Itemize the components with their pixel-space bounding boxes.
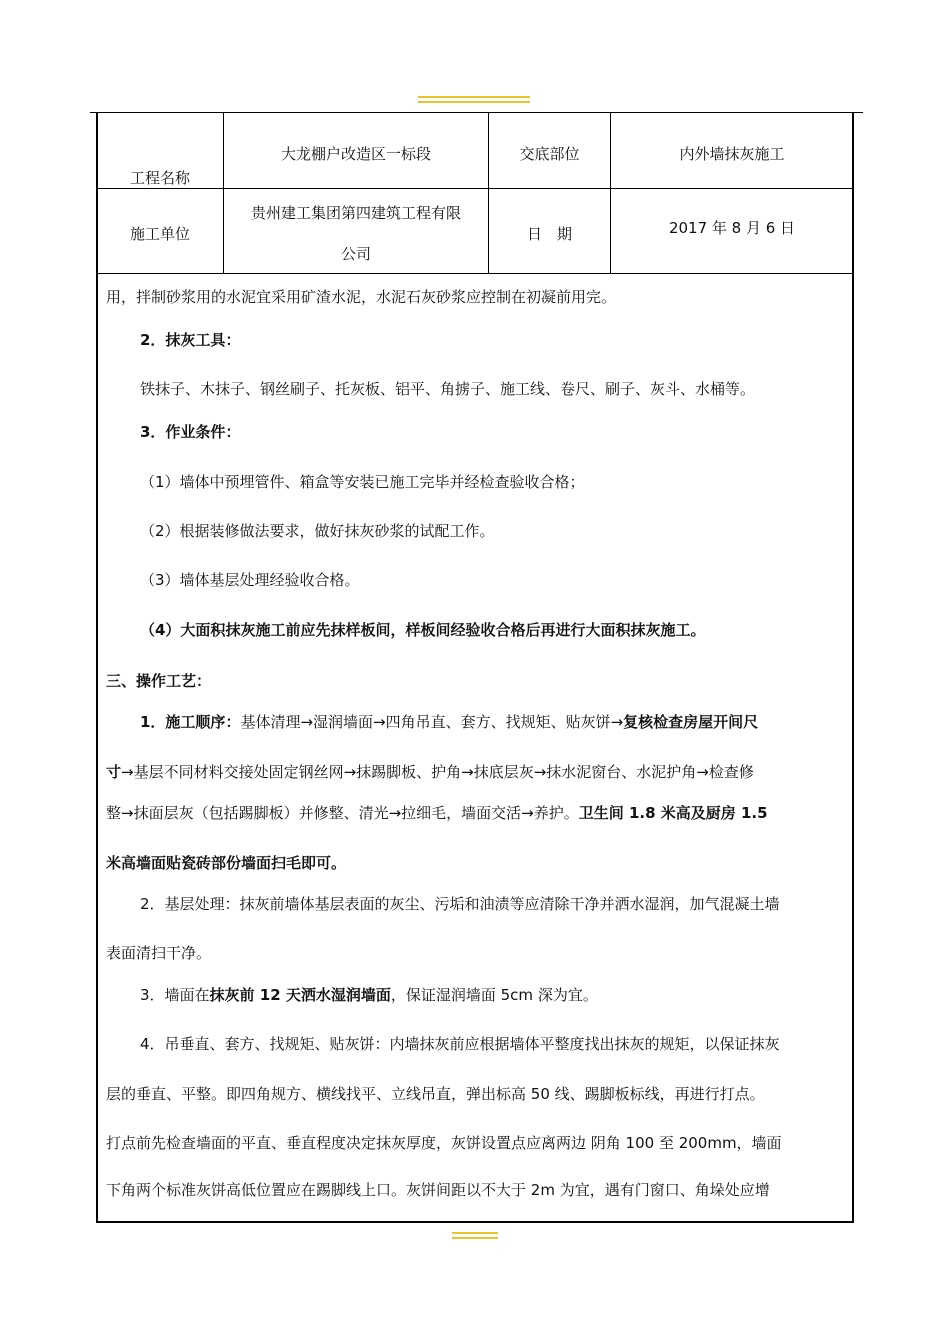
section-heading-tools: 2．抹灰工具：	[140, 331, 241, 349]
condition-item: （4）大面积抹灰施工前应先抹样板间，样板间经验收合格后再进行大面积抹灰施工。	[140, 621, 706, 639]
step-text: 3．墙面在	[140, 986, 210, 1004]
step-label: 1．施工顺序：	[140, 713, 241, 731]
step-text: 整→抹面层灰（包括踢脚板）并修整、清光→拉细毛，墙面交活→养护。	[106, 804, 579, 822]
process-step-1	[140, 712, 882, 732]
step-text: →基层不同材料交接处固定钢丝网→抹踢脚板、护角→抹底层灰→抹水泥窗台、水泥护角→检查修	[121, 763, 754, 781]
process-step-4-line: 打点前先检查墙面的平直、垂直程度决定抹灰厚度，灰饼设置点应离两边 阴角 100 至 200mm，墙面	[106, 1134, 782, 1152]
section-heading-process: 三、操作工艺：	[106, 672, 212, 690]
part-value: 内外墙抹灰施工	[679, 145, 785, 163]
process-step-3	[140, 985, 882, 1005]
table-divider	[97, 273, 853, 274]
project-name-value: 大龙棚户改造区一标段	[280, 145, 431, 163]
process-step-1-line: 米高墙面贴瓷砖部份墙面扫毛即可。	[106, 854, 347, 872]
process-step-1-line	[106, 762, 848, 782]
process-step-2: 2．基层处理：抹灰前墙体基层表面的灰尘、污垢和油渍等应清除干净并洒水湿润，加气混凝土墙	[140, 895, 780, 913]
header-decoration	[418, 96, 530, 104]
section-heading-conditions: 3．作业条件：	[140, 423, 241, 441]
unit-value-line1: 贵州建工集团第四建筑工程有限	[250, 204, 461, 222]
unit-value-line2: 公司	[340, 245, 371, 263]
part-label: 交底部位	[519, 145, 580, 163]
process-step-4-line: 下角两个标准灰饼高低位置应在踢脚线上口。灰饼间距以不大于 2m 为宜，遇有门窗口、角垛处应增	[106, 1181, 770, 1199]
condition-item: （3）墙体基层处理经验收合格。	[140, 571, 360, 589]
date-label: 日 期	[526, 225, 572, 243]
table-divider	[610, 113, 611, 273]
footer-decoration	[452, 1232, 498, 1240]
condition-item: （1）墙体中预埋管件、箱盒等安装已施工完毕并经检查验收合格；	[140, 473, 585, 491]
project-name-label: 工程名称	[129, 169, 190, 187]
process-step-4: 4．吊垂直、套方、找规矩、贴灰饼：内墙抹灰前应根据墙体平整度找出抹灰的规矩，以保证抹灰	[140, 1035, 780, 1053]
step-text-bold: 抹灰前 12 天洒水湿润墙面	[209, 986, 391, 1004]
date-value: 2017 年 8 月 6 日	[668, 219, 796, 237]
document-frame	[96, 113, 854, 1223]
process-step-2-line: 表面清扫干净。	[106, 944, 212, 962]
step-text-bold: 卫生间 1.8 米高及厨房 1.5	[578, 804, 768, 822]
step-text: 基体清理→湿润墙面→四角吊直、套方、找规矩、贴灰饼→	[240, 713, 624, 731]
process-step-4-line: 层的垂直、平整。即四角规方、横线找平、立线吊直，弹出标高 50 线、踢脚板标线，再进行打点。	[106, 1085, 765, 1103]
body-paragraph: 用，拌制砂浆用的水泥宜采用矿渣水泥，水泥石灰砂浆应控制在初凝前用完。	[106, 288, 617, 306]
step-text: ，保证湿润墙面 5cm 深为宜。	[390, 986, 598, 1004]
unit-label: 施工单位	[129, 225, 190, 243]
body-paragraph: 铁抹子、木抹子、钢丝刷子、托灰板、铝平、角掳子、施工线、卷尺、刷子、灰斗、水桶等。	[140, 380, 756, 398]
table-divider	[97, 188, 853, 189]
process-step-1-line	[106, 803, 848, 823]
condition-item: （2）根据装修做法要求，做好抹灰砂浆的试配工作。	[140, 522, 495, 540]
step-text-bold: 寸	[106, 763, 122, 781]
table-divider	[488, 113, 489, 273]
step-text-bold: 复核检查房屋开间尺	[623, 713, 759, 731]
